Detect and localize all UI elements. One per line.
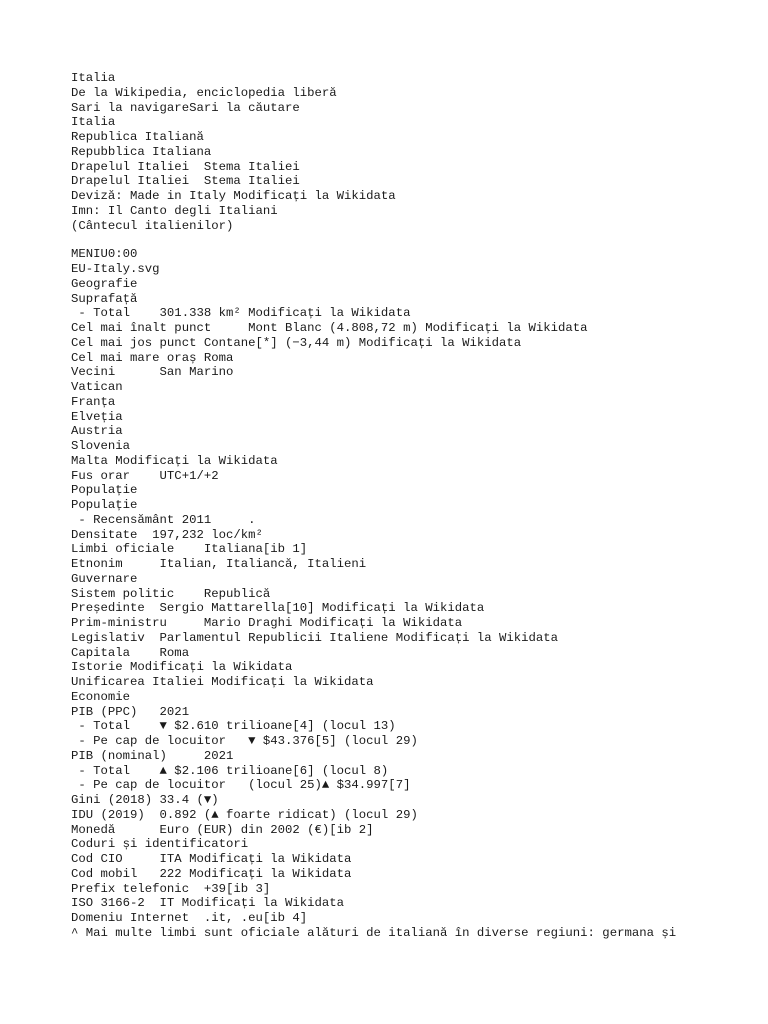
neighbor-item-last: Malta Modificați la Wikidata	[71, 453, 278, 468]
gdp-ppp-per-capita-row: - Pe cap de locuitor ▼ $43.376[5] (locul 29)	[71, 734, 418, 749]
footnote: ^ Mai multe limbi sunt oficiale alături de italiană în diverse regiuni: germana și	[71, 925, 677, 940]
document-body	[71, 71, 761, 941]
lowest-point-row: Cel mai jos punct Contane[*] (−3,44 m) Modificați la Wikidata	[71, 335, 522, 350]
blank-line	[71, 233, 761, 247]
official-name-ro: Republica Italiană	[71, 130, 204, 144]
political-system-row: Sistem politic Republică	[71, 586, 271, 601]
ethnonym-row: Etnonim Italian, Italiancă, Italieni	[71, 557, 367, 572]
president-row: Președinte Sergio Mattarella[10] Modificați la Wikidata	[71, 601, 485, 616]
gdp-nominal-row: PIB (nominal) 2021	[71, 748, 234, 763]
neighbor-item: Elveția	[71, 409, 123, 424]
map-file: EU-Italy.svg	[71, 262, 160, 277]
official-name-it: Repubblica Italiana	[71, 144, 212, 159]
hdi-row: IDU (2019) 0.892 (▲ foarte ridicat) (locul 29)	[71, 807, 418, 822]
page-title: Italia	[71, 71, 116, 85]
mobile-code-row: Cod mobil 222 Modificați la Wikidata	[71, 866, 352, 881]
economy-heading: Economie	[71, 689, 131, 704]
unification-row: Unificarea Italiei Modificați la Wikidata	[71, 675, 374, 690]
timezone-row: Fus orar UTC+1/+2	[71, 468, 219, 483]
geography-heading: Geografie	[71, 276, 138, 291]
government-heading: Guvernare	[71, 571, 138, 586]
area-heading: Suprafață	[71, 291, 138, 306]
anthem-row: Imn: Il Canto degli Italiani	[71, 203, 278, 218]
population-heading: Populație	[71, 483, 138, 498]
gini-row: Gini (2018) 33.4 (▼)	[71, 793, 219, 808]
country-name: Italia	[71, 115, 116, 130]
gdp-nominal-per-capita-row: - Pe cap de locuitor (locul 25)▲ $34.997[7]	[71, 778, 411, 793]
history-row: Istorie Modificați la Wikidata	[71, 660, 293, 675]
gdp-ppp-row: PIB (PPC) 2021	[71, 704, 190, 719]
census-row: - Recensământ 2011 .	[71, 512, 256, 527]
currency-row: Monedă Euro (EUR) din 2002 (€)[ib 2]	[71, 822, 374, 837]
audio-menu[interactable]: MENIU0:00	[71, 247, 138, 262]
page-subtitle: De la Wikipedia, enciclopedia liberă	[71, 85, 337, 100]
neighbors-row: Vecini San Marino	[71, 365, 234, 380]
gdp-ppp-total-row: - Total ▼ $2.610 trilioane[4] (locul 13)	[71, 719, 396, 734]
density-row: Densitate 197,232 loc/km²	[71, 527, 263, 542]
internet-domain-row: Domeniu Internet .it, .eu[ib 4]	[71, 911, 308, 926]
neighbor-item: Franța	[71, 394, 116, 409]
prime-minister-row: Prim-ministru Mario Draghi Modificați la Wikidata	[71, 616, 463, 631]
population-subheading: Populație	[71, 498, 138, 513]
official-languages-row: Limbi oficiale Italiana[ib 1]	[71, 542, 308, 557]
flag-emblem-caption: Drapelul Italiei Stema Italiei	[71, 174, 300, 189]
ioc-code-row: Cod CIO ITA Modificați la Wikidata	[71, 852, 352, 867]
phone-prefix-row: Prefix telefonic +39[ib 3]	[71, 881, 271, 896]
legislature-row: Legislativ Parlamentul Republicii Italiene Modificați la Wikidata	[71, 630, 559, 645]
flag-emblem-caption: Drapelul Italiei Stema Italiei	[71, 159, 300, 174]
largest-city-row: Cel mai mare oraș Roma	[71, 350, 234, 365]
gdp-nominal-total-row: - Total ▲ $2.106 trilioane[6] (locul 8)	[71, 763, 389, 778]
iso-code-row: ISO 3166-2 IT Modificați la Wikidata	[71, 896, 345, 911]
neighbor-item: Austria	[71, 424, 123, 439]
capital-row: Capitala Roma	[71, 645, 190, 660]
codes-heading: Coduri și identificatori	[71, 837, 249, 852]
area-total-row: - Total 301.338 km² Modificați la Wikidata	[71, 306, 411, 321]
anthem-translation: (Cântecul italienilor)	[71, 218, 234, 233]
neighbor-item: Slovenia	[71, 439, 131, 454]
neighbor-item: Vatican	[71, 380, 123, 395]
highest-point-row: Cel mai înalt punct Mont Blanc (4.808,72 m) Modificați la Wikidata	[71, 321, 588, 336]
motto-row: Deviză: Made in Italy Modificați la Wikidata	[71, 189, 396, 203]
skip-links[interactable]: Sari la navigareSari la căutare	[71, 100, 300, 115]
